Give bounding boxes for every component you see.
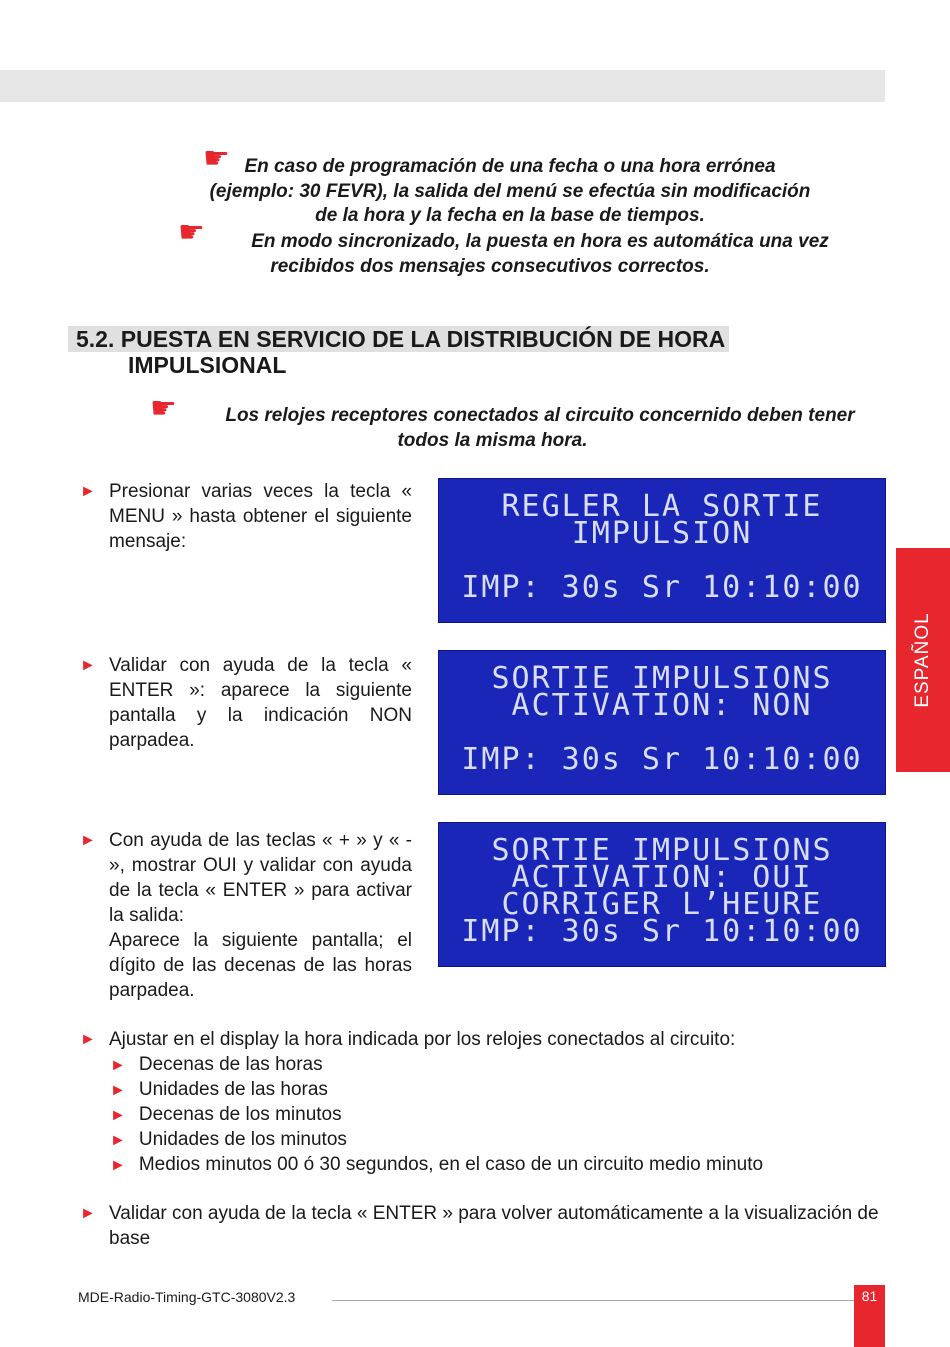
lcd-line: IMPULSION [571,516,753,551]
note-date-error [150,155,870,229]
note-sync-mode [180,230,900,279]
footer-doc-ref: MDE-Radio-Timing-GTC-3080V2.3 [78,1289,296,1305]
adjust-intro: Ajustar en el display la hora indicada por los relojes conectados al circuito: [109,1029,736,1050]
note-line: En caso de programación de una fecha o una hora errónea [244,156,776,177]
adjust-item [110,1127,347,1153]
section-title [68,326,729,378]
pointing-hand-icon: ☛ [150,392,177,425]
lcd-screen-activation-non [438,650,886,795]
step-text: Validar con ayuda de la tecla « ENTER »: aparece la siguiente pantalla y la indicación NON parpadea. [109,655,412,751]
adjust-item [110,1052,323,1078]
section-title-line2: IMPULSIONAL [128,352,287,378]
lcd-line: IMP: 30s Sr 10:10:00 [461,570,863,605]
lcd-line: ACTIVATION: OUI [511,860,813,895]
step-3 [80,828,412,1003]
step-text-continued: Aparece la siguiente pantalla; el dígito de las decenas de las horas parpadea. [109,930,412,1001]
note-line: Los relojes receptores conectados al circuito concernido deben tener [225,405,855,426]
lcd-line: SORTIE IMPULSIONS [491,661,833,696]
bullet-arrow-icon: ► [80,657,96,674]
note-receivers [180,404,900,453]
final-step: Validar con ayuda de la tecla « ENTER » para volver automáticamente a la visualización de base [109,1203,879,1249]
note-line: todos la misma hora. [397,429,588,451]
adjust-item [110,1077,328,1103]
header-bar [0,70,885,102]
note-line: En modo sincronizado, la puesta en hora es automática una vez [251,231,829,252]
bullet-arrow-icon: ► [80,1031,96,1048]
bullet-arrow-icon: ► [110,1132,126,1149]
adjust-item-text: Decenas de los minutos [138,1104,342,1125]
bullet-arrow-icon: ► [110,1107,126,1124]
note-line: de la hora y la fecha en la base de tiempos. [315,205,705,226]
lcd-screen-activation-oui [438,822,886,967]
lcd-screen-regler-sortie [438,478,886,623]
bullet-arrow-icon: ► [80,483,96,500]
adjust-item-text: Unidades de los minutos [138,1129,347,1150]
note-line: (ejemplo: 30 FEVR), la salida del menú se efectúa sin modificación [209,180,811,202]
step-text: Con ayuda de las teclas « + » y « - », mostrar OUI y validar con ayuda de la tecla « ENTER » para activar la salida: [109,830,412,926]
adjust-item [110,1102,342,1128]
lcd-line: CORRIGER L’HEURE [501,887,823,922]
lcd-line: IMP: 30s Sr 10:10:00 [461,742,863,777]
page-number: 81 [854,1285,885,1347]
step-text: Presionar varias veces la tecla « MENU » hasta obtener el siguiente mensaje: [109,481,412,552]
bullet-arrow-icon: ► [110,1157,126,1174]
language-tab-label: ESPAÑOL [912,612,933,708]
language-tab [896,548,950,772]
lcd-line: IMP: 30s Sr 10:10:00 [461,914,863,949]
lcd-line: SORTIE IMPULSIONS [491,833,833,868]
bullet-arrow-icon: ► [110,1057,126,1074]
pointing-hand-icon: ☛ [178,216,205,249]
lcd-line: REGLER LA SORTIE [501,489,823,524]
adjust-item-text: Decenas de las horas [138,1054,323,1075]
step-1 [80,479,412,554]
adjust-item [110,1152,763,1178]
bullet-arrow-icon: ► [110,1082,126,1099]
section-title-line1: 5.2. PUESTA EN SERVICIO DE LA DISTRIBUCIÓN DE HORA [68,326,729,352]
note-line: recibidos dos mensajes consecutivos correctos. [270,255,710,277]
lcd-line: ACTIVATION: NON [511,688,813,723]
adjust-item-text: Medios minutos 00 ó 30 segundos, en el caso de un circuito medio minuto [138,1154,764,1175]
step-2 [80,653,412,753]
bullet-arrow-icon: ► [80,1205,96,1222]
footer-divider [332,1300,854,1301]
adjust-item-text: Unidades de las horas [138,1079,328,1100]
bullet-arrow-icon: ► [80,832,96,849]
pointing-hand-icon: ☛ [203,142,230,175]
